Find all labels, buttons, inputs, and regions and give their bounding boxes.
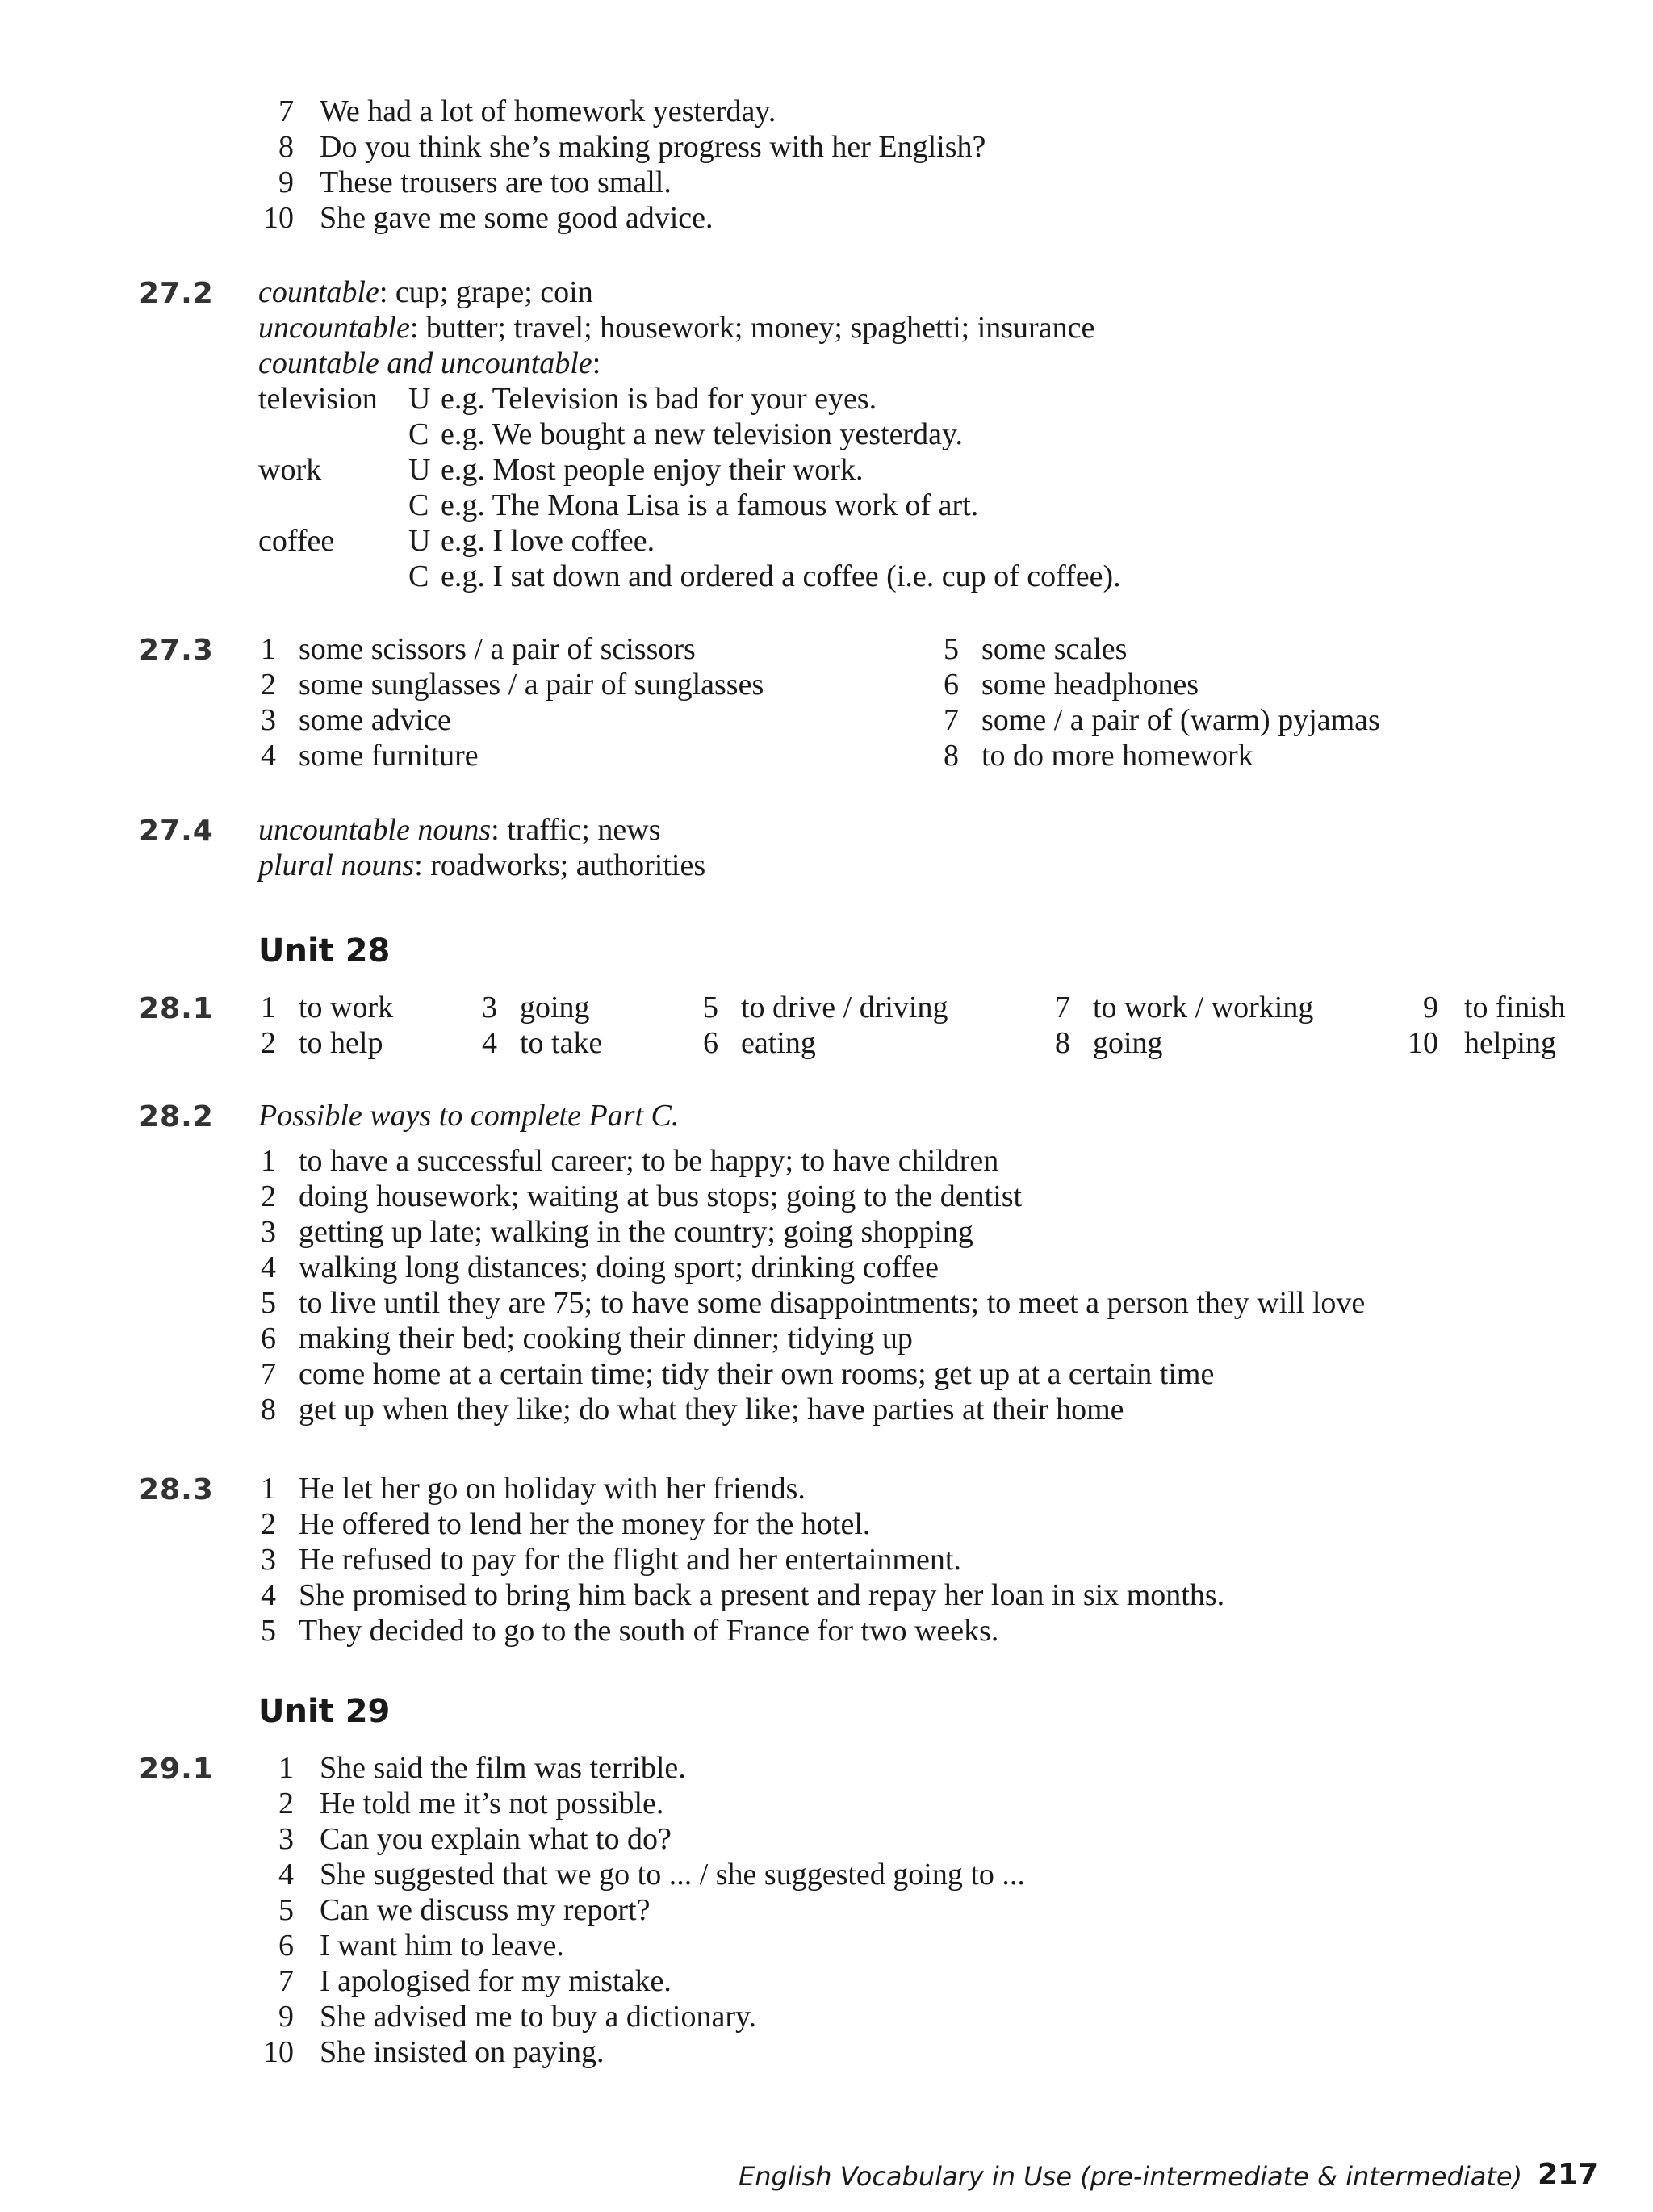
item-number: 10 bbox=[1408, 1026, 1438, 1060]
item-text: She advised me to buy a dictionary. bbox=[320, 2000, 757, 2034]
exercise-intro: Possible ways to complete Part C. bbox=[258, 1099, 680, 1133]
item-text: She suggested that we go to ... / she suggested going to ... bbox=[320, 1858, 1025, 1892]
item-text: getting up late; walking in the country; going shopping bbox=[299, 1215, 973, 1249]
item-text: He refused to pay for the flight and her entertainment. bbox=[299, 1543, 961, 1577]
item-number: 8 bbox=[278, 130, 294, 164]
item-number: 5 bbox=[944, 632, 959, 666]
word: coffee bbox=[258, 524, 335, 558]
item-number: 7 bbox=[278, 94, 294, 128]
item-text: walking long distances; doing sport; drinking coffee bbox=[299, 1251, 939, 1284]
uncountable-line bbox=[258, 310, 1094, 346]
item-number: 7 bbox=[278, 1964, 294, 1998]
item-text: They decided to go to the south of France for two weeks. bbox=[299, 1614, 999, 1648]
exercise-label: 28.1 bbox=[139, 992, 214, 1025]
item-number: 6 bbox=[278, 1929, 294, 1963]
uncountable-label: uncountable bbox=[258, 311, 410, 345]
unit-heading: Unit 28 bbox=[258, 932, 391, 970]
item-text: She said the film was terrible. bbox=[320, 1751, 686, 1785]
item-number: 7 bbox=[261, 1357, 276, 1391]
item-number: 10 bbox=[263, 201, 294, 235]
exercise-label: 27.2 bbox=[139, 277, 214, 310]
item-text: Do you think she’s making progress with her English? bbox=[320, 130, 986, 164]
countable-line bbox=[258, 274, 593, 310]
word: television bbox=[258, 382, 378, 416]
footer-book-title: English Vocabulary in Use (pre-intermediate & intermediate) bbox=[739, 2161, 1523, 2192]
item-text: We had a lot of homework yesterday. bbox=[320, 94, 776, 128]
example: e.g. Most people enjoy their work. bbox=[441, 453, 864, 487]
item-number: 1 bbox=[261, 1144, 276, 1178]
code: U bbox=[408, 524, 431, 558]
item-number: 5 bbox=[261, 1286, 276, 1320]
code: U bbox=[408, 453, 431, 487]
item-number: 9 bbox=[278, 2000, 294, 2034]
item-number: 3 bbox=[278, 1822, 294, 1856]
item-text: to help bbox=[299, 1026, 383, 1060]
item-text: going bbox=[520, 991, 590, 1024]
item-text: to drive / driving bbox=[741, 991, 948, 1024]
item-text: making their bed; cooking their dinner; tidying up bbox=[299, 1322, 913, 1355]
item-number: 1 bbox=[261, 632, 276, 666]
item-number: 4 bbox=[261, 1578, 276, 1612]
exercise-label: 28.2 bbox=[139, 1100, 214, 1133]
exercise-label: 28.3 bbox=[139, 1473, 214, 1506]
uncountable-text: : butter; travel; housework; money; spaghetti; insurance bbox=[409, 311, 1095, 345]
item-text: I want him to leave. bbox=[320, 1929, 564, 1963]
item-number: 8 bbox=[944, 739, 959, 773]
plural-nouns-text: : roadworks; authorities bbox=[414, 848, 706, 882]
item-number: 3 bbox=[482, 991, 497, 1024]
both-colon: : bbox=[592, 346, 601, 380]
code: C bbox=[408, 417, 429, 451]
example: e.g. The Mona Lisa is a famous work of art. bbox=[441, 488, 979, 522]
example: e.g. I sat down and ordered a coffee (i.e. cup of coffee). bbox=[441, 559, 1121, 593]
item-number: 3 bbox=[261, 703, 276, 737]
item-text: come home at a certain time; tidy their own rooms; get up at a certain time bbox=[299, 1357, 1215, 1391]
item-text: eating bbox=[741, 1026, 816, 1060]
item-text: She promised to bring him back a present and repay her loan in six months. bbox=[299, 1578, 1225, 1612]
unit-heading: Unit 29 bbox=[258, 1693, 391, 1730]
item-number: 4 bbox=[261, 1251, 276, 1284]
item-text: He let her go on holiday with her friends. bbox=[299, 1472, 806, 1506]
item-text: to do more homework bbox=[981, 739, 1253, 773]
item-text: some advice bbox=[299, 703, 451, 737]
item-text: to work / working bbox=[1093, 991, 1314, 1024]
both-label: countable and uncountable bbox=[258, 346, 592, 380]
item-text: some headphones bbox=[981, 668, 1199, 702]
example: e.g. We bought a new television yesterday. bbox=[441, 417, 963, 451]
item-number: 2 bbox=[261, 1026, 276, 1060]
item-text: some furniture bbox=[299, 739, 479, 773]
both-line bbox=[258, 346, 601, 381]
item-text: She gave me some good advice. bbox=[320, 201, 714, 235]
item-number: 1 bbox=[261, 1472, 276, 1506]
item-text: going bbox=[1093, 1026, 1163, 1060]
item-number: 6 bbox=[703, 1026, 718, 1060]
item-text: Can we discuss my report? bbox=[320, 1893, 651, 1927]
item-number: 1 bbox=[278, 1751, 294, 1785]
item-number: 3 bbox=[261, 1215, 276, 1249]
item-number: 10 bbox=[263, 2035, 294, 2069]
item-number: 2 bbox=[261, 1507, 276, 1541]
item-number: 2 bbox=[261, 668, 276, 702]
item-text: to work bbox=[299, 991, 394, 1024]
item-number: 4 bbox=[278, 1858, 294, 1892]
item-text: some / a pair of (warm) pyjamas bbox=[981, 703, 1380, 737]
item-number: 7 bbox=[944, 703, 959, 737]
item-number: 8 bbox=[261, 1393, 276, 1426]
page-number: 217 bbox=[1538, 2158, 1599, 2191]
item-text: to live until they are 75; to have some disappointments; to meet a person they will love bbox=[299, 1286, 1366, 1320]
exercise-label: 27.4 bbox=[139, 815, 214, 848]
item-text: I apologised for my mistake. bbox=[320, 1964, 672, 1998]
item-number: 8 bbox=[1055, 1026, 1070, 1060]
item-number: 9 bbox=[1423, 991, 1438, 1024]
item-number: 1 bbox=[261, 991, 276, 1024]
item-number: 4 bbox=[261, 739, 276, 773]
item-text: some scissors / a pair of scissors bbox=[299, 632, 696, 666]
code: C bbox=[408, 559, 429, 593]
code: U bbox=[408, 382, 431, 416]
example: e.g. I love coffee. bbox=[441, 524, 655, 558]
item-text: get up when they like; do what they like; have parties at their home bbox=[299, 1393, 1124, 1426]
item-text: helping bbox=[1464, 1026, 1556, 1060]
item-text: some sunglasses / a pair of sunglasses bbox=[299, 668, 764, 702]
item-number: 6 bbox=[944, 668, 959, 702]
item-text: to finish bbox=[1464, 991, 1566, 1024]
word: work bbox=[258, 453, 322, 487]
item-text: He offered to lend her the money for the hotel. bbox=[299, 1507, 871, 1541]
uncountable-nouns-line bbox=[258, 812, 660, 848]
item-text: to take bbox=[520, 1026, 603, 1060]
item-text: She insisted on paying. bbox=[320, 2035, 605, 2069]
item-number: 4 bbox=[482, 1026, 497, 1060]
countable-label: countable bbox=[258, 275, 379, 309]
item-number: 5 bbox=[278, 1893, 294, 1927]
item-number: 5 bbox=[261, 1614, 276, 1648]
item-text: These trousers are too small. bbox=[320, 165, 672, 199]
item-number: 6 bbox=[261, 1322, 276, 1355]
item-text: He told me it’s not possible. bbox=[320, 1787, 664, 1820]
plural-nouns-label: plural nouns bbox=[258, 848, 415, 882]
item-text: to have a successful career; to be happy; to have children bbox=[299, 1144, 999, 1178]
countable-text: : cup; grape; coin bbox=[379, 275, 593, 309]
exercise-label: 29.1 bbox=[139, 1753, 214, 1786]
plural-nouns-line bbox=[258, 848, 705, 883]
item-number: 7 bbox=[1055, 991, 1070, 1024]
item-number: 2 bbox=[278, 1787, 294, 1820]
item-text: Can you explain what to do? bbox=[320, 1822, 672, 1856]
item-text: doing housework; waiting at bus stops; going to the dentist bbox=[299, 1179, 1023, 1213]
item-number: 2 bbox=[261, 1179, 276, 1213]
item-number: 3 bbox=[261, 1543, 276, 1577]
item-number: 9 bbox=[278, 165, 294, 199]
exercise-label: 27.3 bbox=[139, 634, 214, 667]
item-text: some scales bbox=[981, 632, 1128, 666]
uncountable-nouns-label: uncountable nouns bbox=[258, 813, 492, 847]
item-number: 5 bbox=[703, 991, 718, 1024]
example: e.g. Television is bad for your eyes. bbox=[441, 382, 877, 416]
uncountable-nouns-text: : traffic; news bbox=[491, 813, 661, 847]
code: C bbox=[408, 488, 429, 522]
